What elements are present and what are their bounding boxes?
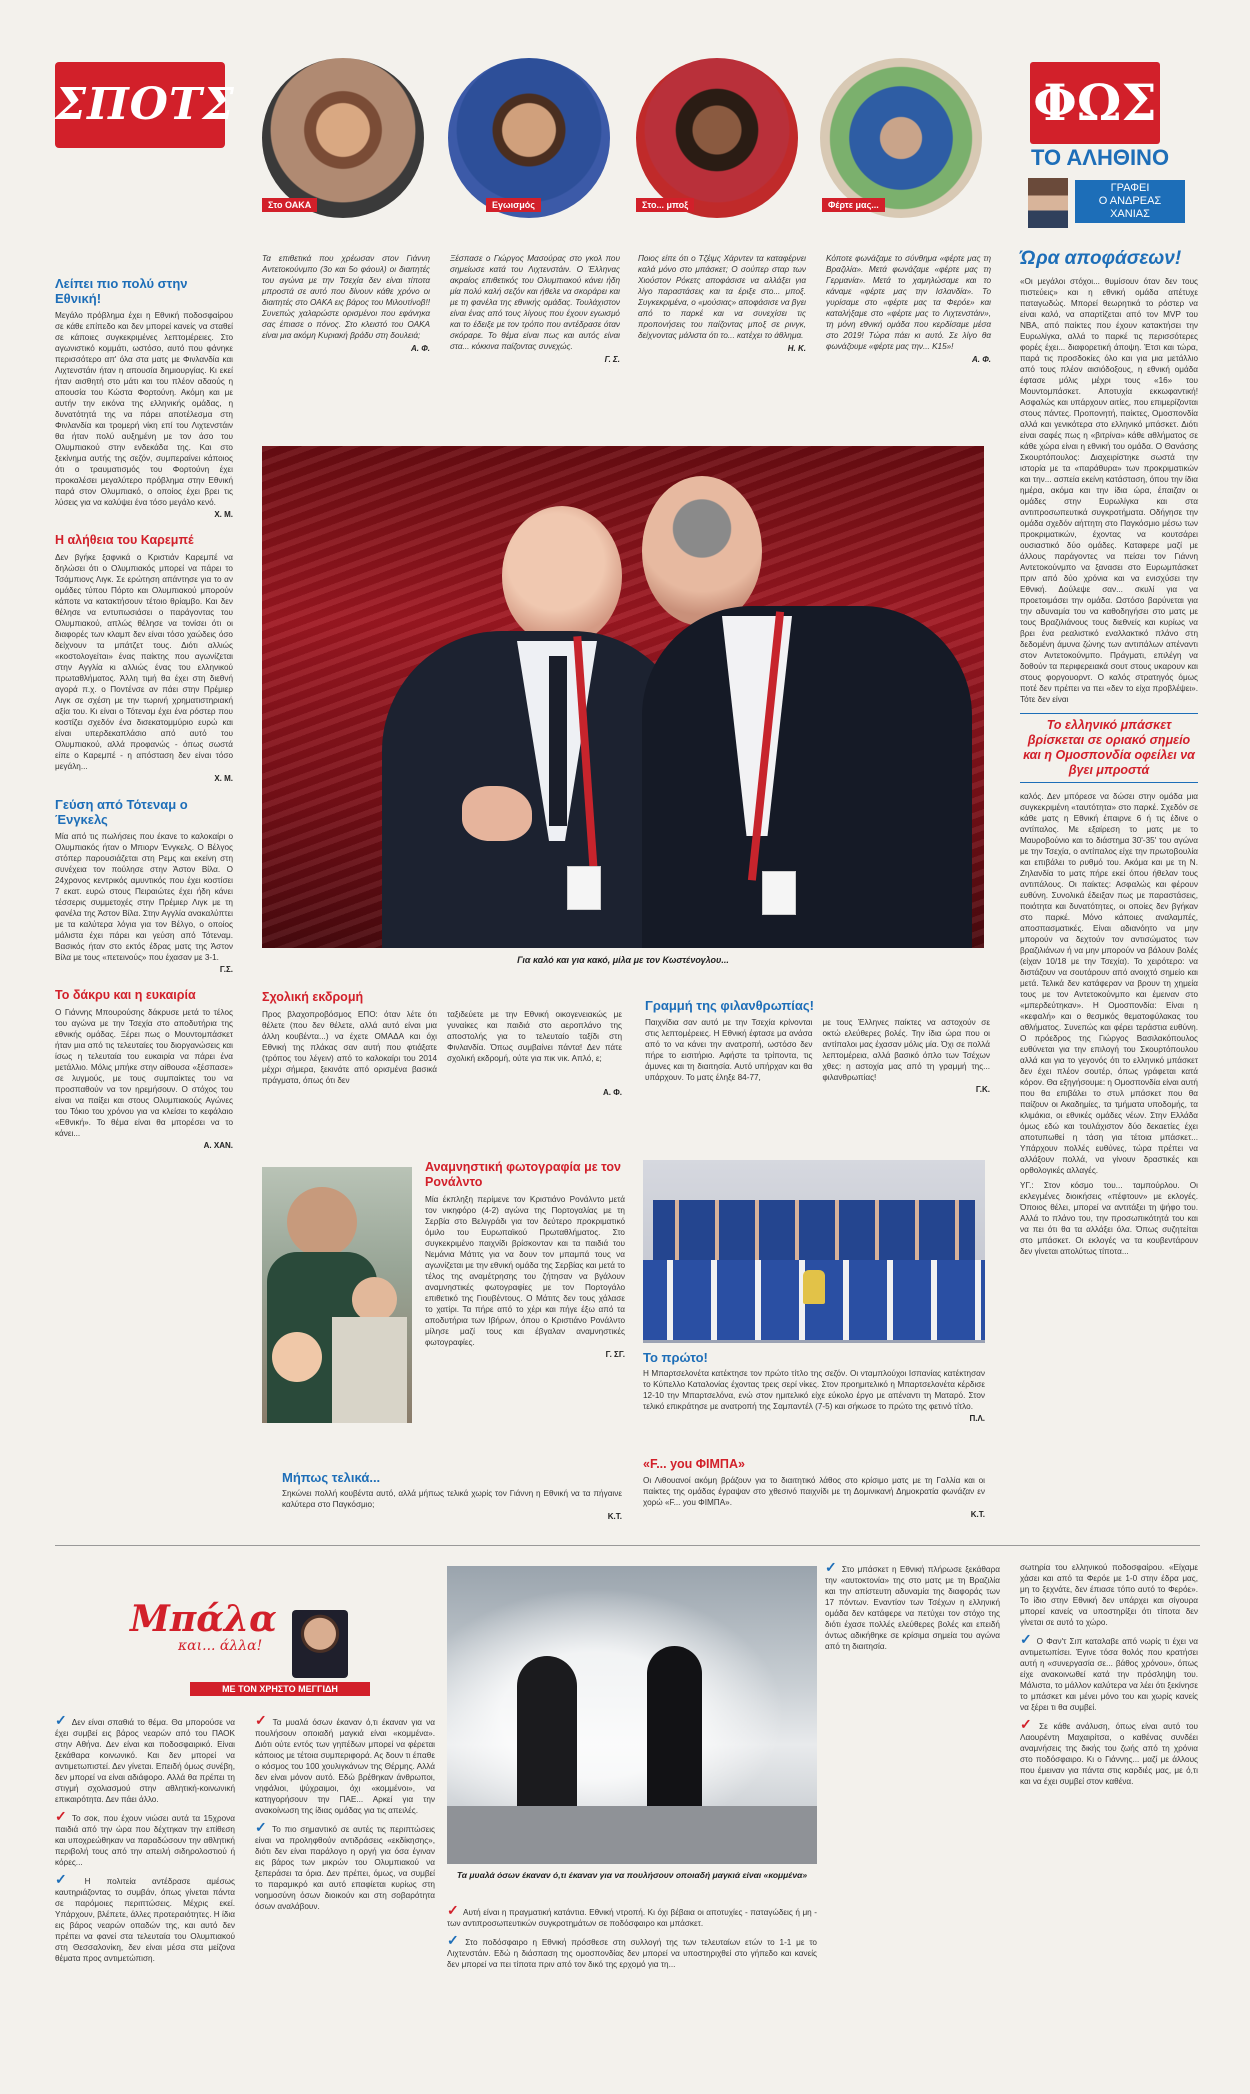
columnist-avatar xyxy=(292,1610,348,1678)
byline-line3: ΧΑΝΙΑΣ xyxy=(1110,208,1150,220)
accreditation-badge-left xyxy=(567,866,601,910)
bottom-col-2 xyxy=(255,1712,436,1912)
fifa-article-body: Οι Λιθουανοί ακόμη βράζουν για το διαιτητικό λάθος στο κρίσιμο ματς με τη Γαλλία και οι παίκτες της ομάδας έγραψαν στο χθεσινό παιχνίδι με τη Δομινικανή Δημοκρατία φωνάζαν εν χορώ «F... you ΦΙΜΠΑ». xyxy=(643,1476,985,1507)
byline-line2: Ο ΑΝΔΡΕΑΣ xyxy=(1098,195,1162,207)
portrait-masouras xyxy=(448,58,610,218)
charity-line-sig: Γ.Κ. xyxy=(975,1085,990,1094)
school-trip-columns xyxy=(262,1009,622,1086)
maybe-article-body: Σηκώνει πολλή κουβέντα αυτό, αλλά μήπως τελικά χωρίς τον Γιάννη η Εθνική να τα πήγαινε καλύτερα στο Παγκόσμιο; xyxy=(282,1489,622,1509)
bottom-col-4 xyxy=(1020,1562,1198,1787)
child-figure-1 xyxy=(352,1277,397,1322)
official-left-head xyxy=(502,506,622,646)
right-column-body-1: «Οι μεγάλοι στόχοι... θυμίσουν όταν δεν τους πιστεύεις» και η εθνική ομάδα απέτυχε παταγωδώς. Μπορεί θεωρητικά το ρόστερ να είναι καλό, να απαρτίζεται από τον MVP του NBA, από παίκτες που έχουν κατακτήσει την Ευρωλίγκα, αλλά το παρκέ τις περισσότερες φορές έχει... διαφορετική άποψη. Έτσι και τώρα, παρά τις προσδοκίες όλο και για μια μετάλλιο από τους πλέον αισιόδοξους, η εθνική ομάδα έφτασε μόλις μέχρι τους «16» του Μουντομπάσκετ. Αποτυχία εκκωφαντική! Ασφαλώς και υπάρχουν αιτίες, που επιμερίζονται στους πάντες. Προπονητή, παίκτες, Ομοσπονδία αλλά και γενικότερα στο ελληνικό μπάσκετ. Διότι είναι σαφές πως η «βιτρίνα» κάθε αθλήματος σε κάθε χώρα είναι η εθνική του ομάδα. Ο Θανάσης Σκουρτόπουλος: Διαχειρίστηκε σωστά την ιστορία με τα «παράθυρα» των προκριματικών και την... ασπεία εκείνη κατάσταση, όπου την ίδια ημέρα, ακόμα και την ίδια ώρα, έπαιζαν οι ομάδες στην Ευρωλίγκα και στα αντιπροσωπευτικά συγκροτήματα. Οδήγησε την ομάδα σχεδόν αήττητη στο Παγκόσμιο μέσω των προκριματικών, έχοντας να κουτσάρει ουσιαστικό δύο ομάδες. Καταφερε μαζί με άλλους παράγοντες να πείσει τον Γιάννη Αντετοκούνμπο να ξανασει στο Ευρωμπάσκετ πριν από δύο χρόνια και να ενισχύσει την Εθνική. Δούλεψε σαν... σκυλί για να προετοιμάσει την ομάδα. Ωστόσο βαρύνεται για την αδυναμία του να καθοδηγήσει στο ματς με τους Βραζιλιάνους τους διεθνείς και κυρίως να βρει ένα ρεαλιστικό εναλλακτικό πλάνο στη δεδομένη άμυνα ζώνης των αντιπάλων απέναντι στον Αντετοκούνμπο. Πράγματι, επιλέγη να δοθούν τα περιφερειακά σουτ στους υκαρουν και στους φοργουορντ. Ο καλός στρατηγός όμως ποτέ δεν πρέπει να πει «δεν το είχα προβλέψει». Τότε δεν είναι xyxy=(1020,277,1198,704)
author-byline xyxy=(1075,180,1185,223)
portrait-text-2-body: Ξέσπασε ο Γιώργος Μασούρας στο γκολ που σημείωσε κατά του Λιχτενστάιν. Ο Έλληνας ακραίος επιθετικός του Ολυμπιακού κάνει ήδη μία πολύ καλή σεζόν και ήθελε να σκοράρει και με τη φανέλα της εθνικής ομάδας. Τουλάχιστον είναι ένας από τους λίγους που έχουν εγωισμό και το έδειξε με τον τρόπο που αντέδρασε όταν σκόραρε. Το θέμα είναι πως και αυτός είναι στα... κόκκινα παίζοντας συνεχώς. xyxy=(450,254,620,351)
bottom-col2-para2 xyxy=(255,1819,435,1912)
bottom-col3-para2 xyxy=(447,1902,817,1929)
ronaldo-article-title: Αναμνηστική φωτογραφία με τον Ρονάλντο xyxy=(425,1160,621,1189)
school-trip-col1: Προς βλαχοπροβόσμος ΕΠΟ: όταν λέτε ότι θέλετε (που δεν θέλετε, αλλά αυτό είναι μια άλλη κουβέντα...) να έχετε ΟΜΑΔΑ και όχι Εθνική της πλάκας σαν αυτή που φτιάξατε (τρόπος του λέγειν) από το καλοκαίρι του 2014 μέχρι σήμερα, ξεκινάτε από ορισμένα βασικά πράγματα, όπως ότι δεν xyxy=(262,1010,437,1085)
portrait-text-1-sig: Α. Φ. xyxy=(410,344,430,353)
school-trip-sig: Α. Φ. xyxy=(602,1088,622,1097)
portrait-text-4-sig: Α. Φ. xyxy=(971,355,991,364)
portrait-text-2 xyxy=(450,253,620,365)
left-article-1-sig: Χ. Μ. xyxy=(214,510,233,519)
portrait-text-1-body: Τα επιθετικά που χρέωσαν στον Γιάννη Αντετοκούνμπο (3ο και 5ο φάουλ) οι διαιτητές του αγώνα με την Τσεχία δεν είναι τίποτα μπροστά σε αυτό που δίνουν κάθε χρόνο οι διαιτητές στο ΟΑΚΑ εις βάρος του Μιλουτίνοβ!! Συνεπώς χαλαρώστε ορισμένοι που εφάνηκα σας έπιασε ο πόνος. Στο κλειστό του ΟΑΚΑ είναι μια ακόμη Κυριακή βράδυ στη δουλειά; xyxy=(262,254,430,340)
riot-photo-caption: Τα μυαλά όσων έκαναν ό,τι έκαναν για να πουλήσουν οποιαδή μαγκιά είναι «κομμένα» xyxy=(456,1870,808,1880)
check-icon: ✓ xyxy=(447,1902,459,1918)
official-right-suit xyxy=(642,606,972,948)
alithino-title: ΤΟ ΑΛΗΘΙΝΟ xyxy=(1030,145,1170,170)
columnist-banner: ΜΕ ΤΟΝ ΧΡΗΣΤΟ ΜΕΓΓΙΔΗ xyxy=(190,1682,370,1696)
phos-logo xyxy=(1030,62,1160,144)
check-icon: ✓ xyxy=(1020,1631,1033,1647)
portrait-tag-1: Στο ΟΑΚΑ xyxy=(262,198,317,212)
portrait-tag-4: Φέρτε μας... xyxy=(822,198,885,212)
charity-line-title: Γραμμή της φιλανθρωπίας! xyxy=(645,998,814,1013)
right-column xyxy=(1020,248,1198,1257)
portrait-text-4 xyxy=(826,253,991,365)
main-photo-caption: Για καλό και για κακό, μίλα με τον Κωστένογλου... xyxy=(517,955,729,965)
bottom-col1-para2-text: Το σοκ, που έχουν νιώσει αυτά τα 15χρονα παιδιά από την ώρα που δέχτηκαν την επίθεση και υποχρεώθηκαν να παραδώσουν την αθλητική περιβολή τους από την απειλή σιδηρολοστιού ή κόρες... xyxy=(55,1814,235,1867)
bottom-col4-para2 xyxy=(1020,1631,1198,1713)
child-shirt xyxy=(332,1317,407,1423)
school-trip-article xyxy=(262,990,622,1097)
left-article-3-sig: Γ.Σ. xyxy=(219,965,233,974)
check-icon: ✓ xyxy=(55,1808,68,1824)
ronaldo-figure xyxy=(287,1187,357,1257)
left-article-3-title: Γεύση από Τότεναμ ο Ένγκελς xyxy=(55,797,188,827)
bottom-col3-para2-text: Αυτή είναι η πραγματική κατάντια. Εθνική ντροπή. Κι όχι βέβαια οι αποτυχίες - παταγώδεις ή μη - των αντιπροσωπευτικών συγκροτημάτων σε ποδόσφαιρο και μπάσκετ. xyxy=(447,1908,817,1928)
bottom-col4-para3-text: Σε κάθε ανάλυση, όπως είναι αυτό του Λαουρέντη Μαχαιρίτσα, ο καθένας συνδέει αναμνήσεις της δικής του ζωής από τη χρόνια στο ποδόσφαιρο. Κι ο Γιάννης... μαζί με άλλους που έμειναν για πάντα στις καρδιές μας, με ό,τι και να έχει συμβεί στον καθένα. xyxy=(1020,1722,1198,1786)
check-icon: ✓ xyxy=(55,1871,81,1887)
ronaldo-article xyxy=(425,1160,625,1359)
waterpolo-team-photo xyxy=(643,1160,985,1343)
first-title-article xyxy=(643,1350,985,1423)
bottom-col-3b xyxy=(447,1902,817,1970)
portrait-text-1 xyxy=(262,253,430,354)
bottom-col3-para3 xyxy=(447,1932,817,1970)
portrait-fans xyxy=(820,58,982,218)
bottom-col1-para1 xyxy=(55,1712,235,1805)
rioter-2 xyxy=(647,1646,702,1816)
bottom-col4-para3 xyxy=(1020,1716,1198,1787)
check-icon: ✓ xyxy=(255,1819,269,1835)
bottom-col4-para1: σωτηρία του ελληνικού ποδοσφαίρου. «Είχαμε χάσει και από τα Φερόε με 1-0 στην έδρα μας, μη το ξεχνάτε, δεν έπιασε τόπο αυτό το Φερόε». Το ίδιο στην Εθνική δεν υπάρχει και σίγουρα μπορεί κανείς να υποστηρίξει ότι τίποτα δεν γίνεται σε αυτό το χώρο. xyxy=(1020,1563,1198,1627)
maybe-article-sig: Κ.Τ. xyxy=(607,1512,622,1521)
check-icon: ✓ xyxy=(447,1932,462,1948)
first-title-body: Η Μπαρτσελονέτα κατέκτησε τον πρώτο τίτλο της σεζόν. Οι νταμπλούχοι Ισπανίας κατέκτησαν το Κύπελλο Καταλονίας έχοντας τρεις σερί νίκες. Στον προημιτελικό η Μπαρτσελονέτα κέρδισε 12-10 την Μπαρτσελόνα, ενώ στον ημιτελικό είχε εύκολο έργο με απέναντι τη Ματαρό. Στον τελικό επικράτησε με ανατροπή της Σαμπαντέλ (7-5) και σήκωσε το πρώτο της φετινό τίτλο. xyxy=(643,1369,985,1411)
portrait-text-2-sig: Γ. Σ. xyxy=(604,355,620,364)
bottom-col3-para1-text: Στο μπάσκετ η Εθνική πλήρωσε ξεκάθαρα την «αυτοκτονία» της στο ματς με τη Βραζιλία και την απίστευτη αδυναμία της διαφοράς των 17 πόντων. Εναντίον των Τσέχων η ελληνική ομάδα δεν κατάφερε να πετύχει τον στόχο της διότι έχασε πολλές ελεύθερες βολές και επειδή όντως αδικήθηκε σε κρίσιμα σημεία του αγώνα από τη διαιτησία. xyxy=(825,1565,1000,1651)
first-title-heading: Το πρώτο! xyxy=(643,1350,708,1365)
left-article-4-body: Ο Γιάννης Μπουρούσης δάκρυσε μετά το τέλος του αγώνα με την Τσεχία στο αποδυτήρια της εθνικής ομάδας. Ξέρει πως ο Μουντομπάσκετ ήταν μια από τις τελευταίες του διοργανώσεις και ίσως η τελευταία του ευκαιρία να πάρει ένα μετάλλιο. Μόλις μπήκε στην αίθουσα «ξέσπασε» σε λυγμούς, με τους συμπαίκτες του να προσπαθούν να τον ηρεμήσουν. Ο στόχος του είναι να παίξει και στους Ολυμπιακούς Αγώνες του Τόκιο του χρόνου για να κλείσει το κεφάλαιο «Εθνική». Το θέμα είναι θα μπορέσει να το κάνει... xyxy=(55,1008,233,1138)
portrait-antetokounmpo xyxy=(262,58,424,218)
bottom-col2-para1-text: Τα μυαλά όσων έκαναν ό,τι έκαναν για να πουλήσουν οποιαδή μαγκιά είναι «κομμένα». Διότι ούτε εντός των γηπέδων μπορεί να φέρεται κάποιος με τέτοια συμπεριφορά. Ας δουν τι έπαθε ο κόσμος του 100 χουλιγκάνων της Θέρμης. Αλλά δεν είναι μόνον αυτό. Εδώ βρέθηκαν άνθρωποι, νηφάλιοι, ψύχραιμοι, όχι «κομμένοι», να κατηγορήσουν την ΠΑΕ... Αρκεί για την ανακοίνωση της ίδιας ομάδας για τις απειλές. xyxy=(255,1718,436,1815)
maybe-article xyxy=(282,1470,622,1521)
portrait-harden xyxy=(636,58,798,218)
bottom-col3-para3-text: Στο ποδόσφαιρο η Εθνική πρόσθεσε στη συλλογή της των τελευταίων ετών το 1-1 με το Λιχτενστάιν. Εδώ η διάσπαση της ομοσπονδίας δεν μπορεί να υποστηριχθεί στο γήπεδο και κανείς δεν μπορεί να πει τίποτα πριν από τον δικό της ερχομό για τη... xyxy=(447,1938,817,1969)
maybe-article-title: Μήπως τελικά... xyxy=(282,1470,381,1485)
school-trip-title: Σχολική εκδρομή xyxy=(262,990,364,1004)
right-column-body-2: καλός. Δεν μπόρεσε να δώσει στην ομάδα μια συγκεκριμένη «ταυτότητα» στο παρκέ. Σχεδόν σε κάθε ματς η Εθνική έπαιρνε 6 ή τις έδινε ο αντίπαλος. Με εξαίρεση το ματς με το Μαυροβούνιο και το διάστημα 30'-35' του αγώνα με την Τσεχία, ο αντίπαλος είχε την πρωτοβουλία και επιβάλει το ρυθμό του. Ακόμα και με τη Ν. Ζηλανδία το ματς πήρε εκεί όπου ήθελαν τους αντιπάλους. Οι παίκτες: Ασφαλώς και φέρουν ευθύνη. Συνολικά έδειξαν πως με παραστάσεις, ποιότητα και δυνατότητες, οι οποίες δεν βγήκαν στο παρκέ. Μόνο κάποιες αναλαμπές, αποσπασματικές. Είναι αδιανόητο να μην μπορούν να δεχτούν τον αντισώματος των βραζιλιάνων ή να μην μπορούν να βάλουν βολές (είχαν 10/18 με την Τσεχία). Το χειρότερο: να διστάζουν να σουτάρουν από ανοιχτό σημείο και μετά. Τελικά δεν κατάφεραν να βρουν τη χημεία τους με τον Αντετοκούνμπο και έμειναν στο «μπερδεύτηκαν». Η Ομοσπονδία: Είναι η «κεφαλή» και ο θεσμικός θεματοφύλακας του αθλήματος. Συνεπώς και φέρει τεράστια ευθύνη. Ο πρόεδρος της Γιώργος Βασιλακόπουλος ευθύνεται για την επιλογή του Σκουρτόπουλου αλλά και για το γεγονός ότι το ελληνικό μπάσκετ δεν έχει πλέον σουτέρ, όπως γράφεται κατά κόρον. Θα εξηγήσουμε: η Ομοσπονδία είναι αυτή που θα επιβάλει το στυλ μπάσκετ που θα παίζουν οι Ακαδημίες, τα τμήματα υποδομής, τα κλιμάκια, οι εθνικές ομάδες νέων. Στην Ελλάδα όμως εδώ και τουλάχιστον δύο δεκαετίες έχει αποτυπωθεί η τάση για τέτοια μπάσκετ... Υπάρχουν πολλές ευθύνες, τώρα πρέπει να αλλάξουν πολλά, να γίνουν δραστικές και ορθολογικές αλλαγές. xyxy=(1020,792,1198,1175)
left-article-4-title: Το δάκρυ και η ευκαιρία xyxy=(55,988,196,1002)
ronaldo-photo xyxy=(262,1167,412,1423)
left-article-1-title: Λείπει πιο πολύ στην Εθνική! xyxy=(55,276,188,306)
charity-line-col1: Παιχνίδια σαν αυτό με την Τσεχία κρίνονται στις λεπτομέρειες. Η Εθνική έφτασε μα ανάσα από το να κάνει την ανατροπή, ωστόσο δεν πήρε το εισιτήριο. Αφήστε τα τρίποντα, τις άμυνες και τη διαιτησία. Αυτό υπήρχαν και θα υπάρχουν. Το ματς έληξε 84-77, xyxy=(645,1018,813,1082)
portrait-text-3-body: Ποιος είπε ότι ο Τζέιμς Χάρντεν τα καταφέρνει καλά μόνο στο μπάσκετ; Ο σούπερ σταρ των Χιούστον Ρόκετς αποφάσισε να αλλάξει για λίγο παραστάσεις και τα έριξε στο... μποξ. Συγκεκριμένα, ο «μούσιας» αποφάσισε να βγει από το παρκέ και να συνεχίσει τις προπονήσεις του παίζοντας μποξ σε ρινγκ, δείχνοντας μάλιστα ότι το... κατέχει το άθλημα. xyxy=(638,254,806,340)
bottom-col2-para2-text: Το πιο σημαντικό σε αυτές τις περιπτώσεις είναι να προληφθούν αντιδράσεις «εκδίκησης», διότι δεν είναι παράλογο η οργή για όσα έγιναν εις βάρος των μικρών του Ολυμπιακού να ξεπεράσει τα όρια. Δεν πρέπει, όμως, να συμβεί το παραμικρό και αυτό επαφίεται κυρίως στη νοημοσύνη όσων διοικούν και στη σοβαρότητα όσων αναλάβουν. xyxy=(255,1825,435,1911)
left-article-2-title: Η αλήθεια του Καρεμπέ xyxy=(55,533,194,547)
balla-logo-main: Μπάλα xyxy=(130,1598,277,1640)
ground xyxy=(447,1806,817,1864)
ronaldo-article-body: Μία έκπληξη περίμενε τον Κριστιάνο Ρονάλντο μετά τον νικηφόρο (4-2) αγώνα της Πορτογαλίας με τη Σερβία στο Βελιγράδι για τον δεύτερο προκριματικό όμιλο του Ευρωπαϊκού Πρωταθλήματος. Στο συγκεκριμένο παιχνίδι βρίσκονταν και τα παιδιά του Νεμάνια Μάτιτς για να δουν τον μπαμπά τους να αγωνίζεται με την εθνική ομάδα της Σερβίας και μετά το τέλος της αναμέτρησης του ζήτησαν να βγάλουν αναμνηστικές φωτογραφίες με τον Πορτογάλο επιθετικό της Γιουβέντους. Ο Μάτιτς δεν τους χάλασε το χατίρι. Τα πήρε από το χέρι και πήγε έξω από τα αποδυτήρια των Ιβήρων, όπου ο Κριστιάνο Ρονάλντο μίλησε μαζί τους και έβγαλαν αναμνηστικές φωτογραφίες. xyxy=(425,1195,625,1347)
first-title-sig: Π.Λ. xyxy=(969,1414,985,1423)
official-left-tie xyxy=(549,656,567,826)
left-article-1-body: Μεγάλο πρόβλημα έχει η Εθνική ποδοσφαίρου σε κάθε επίπεδο και δεν μπορεί κανείς να σταθεί σε κάποιες συγκεκριμένες λεπτομέρειες. Στο αγωνιστικό κομμάτι, ωστόσο, αυτό που φάνηκε περισσότερο απ' όλα στα ματς με Φινλανδία και Λιχτενστάιν ήταν η απουσία δημιουργίας. Κι εκεί ήταν αισθητή στο μάτι και του πλέον αδαούς η απουσία του Κώστα Φορτούνη. Ακόμη και με αυτήν την εικόνα της ελληνικής ομάδας, η δυνατότητά της να πάρει αποτέλεσμα στη Φινλανδία και τρομερή νίκη επί του Λιχτενστάιν θα ήταν πολύ αυξημένη με τον άσο του Ολυμπιακού στην ενδεκάδα της. Και στο ξεκίνημα αυτής της σεζόν, συμπεραίνει κάποιος ότι ο τραυματισμός του Φορτούνη έχει προκαλέσει μεγαλύτερο πρόβλημα στην Εθνική παρά στον Ολυμπιακό, ο οποίος έχει βρει τις λύσεις για να καλύψει ένα τόσο μεγάλο κενό. xyxy=(55,311,233,507)
check-icon: ✓ xyxy=(825,1559,838,1575)
right-column-heading: Ώρα αποφάσεων! xyxy=(1020,248,1182,269)
right-column-body-3: ΥΓ.: Στον κόσμο του... ταμπούρλου. Οι εκλεγμένες διοικήσεις «πέφτουν» με εκλογές. Όποιος θέλει, μπορεί να αντιτάξει τη ψήφο του. Αλλά το πλάνο του, την προσωπικότητά του και να πει ότι θα τα αλλάξει όλα. Όπως συζητείται στο μπάσκετ. Οι εκλογές να τα κουβεντάρουν δεν γίνεται απολύτως τίποτα... xyxy=(1020,1181,1198,1256)
check-icon: ✓ xyxy=(1020,1716,1036,1732)
author-avatar xyxy=(1028,178,1068,228)
left-column xyxy=(55,276,233,1150)
bottom-col2-para1 xyxy=(255,1712,436,1816)
bottom-section-divider xyxy=(55,1545,1200,1546)
main-photo xyxy=(262,446,984,948)
balla-logo-sub: και... άλλα! xyxy=(178,1638,263,1654)
school-trip-col2: ταξιδεύετε με την Εθνική οικογενειακώς με γυναίκες και παιδιά στο αεροπλάνο της αποστολής για το τελευταίο ταξίδι στη Φινλανδία. Όπως συμβαίνει πάντα! Δεν πάτε σχολική εκδρομή, ούτε για πικ νικ. Απλό, ε; xyxy=(447,1010,622,1063)
sports-logo-text: ΣΠΟΤΣ xyxy=(55,79,235,130)
left-article-2-sig: Χ. Μ. xyxy=(214,774,233,783)
charity-line-article xyxy=(645,998,990,1094)
bottom-col3-para1 xyxy=(825,1559,1000,1652)
check-icon: ✓ xyxy=(255,1712,269,1728)
charity-line-col2: με τους Έλληνες παίκτες να αστοχούν σε οκτώ ελεύθερες βολές. Την ίδια ώρα που οι αντίπαλοι μας έχασαν μόλις μία. Όχι σε πολλά λεπτομέρεια, αλλά βασικό όπλο των Τσέχων χθες: η αστοχία μας από τη γραμμή της... φιλανθρωπίας! xyxy=(822,1018,990,1082)
portrait-tag-3: Στο... μποξ xyxy=(636,198,694,212)
left-article-3-body: Μία από τις πωλήσεις που έκανε το καλοκαίρι ο Ολυμπιακός ήταν ο Μπιορν Ένγκελς. Ο Βέλγος στόπερ παρουσιάζεται στη Ρεμς και εκείνη στη συνέχεια τον πούλησε στην Άστον Βίλα. Ο 24χρονος κεντρικός αμυντικός που έχει κοστίσει 7 εκατ. ευρώ στους Πειραιώτες έχει ήδη κάνει τέσσερις συμμετοχές στην Πρέμιερ Λιγκ με τη φανέλα της Άστον Βίλα. Στην Αγγλία ανακαλύπτει με τα καλύτερα λόγια για τον Βέλγο, ο οποίος μάλιστα έχει πάρει και γεύση από Τότεναμ. Βασικός ήταν στο εκτός έδρας ματς της Άστον Βίλα με τους «πετεινούς» που έχασαν με 3-1. xyxy=(55,832,233,962)
fifa-article xyxy=(643,1457,985,1519)
bottom-col1-para3 xyxy=(55,1871,235,1964)
bottom-col1-para2 xyxy=(55,1808,235,1868)
fifa-article-sig: Κ.Τ. xyxy=(970,1510,985,1519)
check-icon: ✓ xyxy=(55,1712,68,1728)
phos-logo-text: ΦΩΣ xyxy=(1033,73,1157,132)
right-column-pullquote: Το ελληνικό μπάσκετ βρίσκεται σε οριακό σημείο και η Ομοσπονδία οφείλει να βγει μπροστά xyxy=(1023,718,1195,777)
fifa-article-title: «F... you ΦΙΜΠΑ» xyxy=(643,1457,745,1471)
left-article-2-body: Δεν βγήκε ξαφνικά ο Κριστιάν Καρεμπέ να δηλώσει ότι ο Ολυμπιακός μπορεί να πάρει το Τσάμπιονς Λιγκ. Σε ερώτηση απάντησε για το αν ομάδες τύπου Πόρτο και Ολυμπιακού μπορούν κάποτε να κατακτήσουν τέτοιο θρίαμβο. Και δεν θέλησε να εντυπωσιάσει ο παράγοντας του Ολυμπιακού, απλώς θέλησε να τονίσει ότι οι διαφορές των κλαμπ δεν είναι τόσο χαώδεις όσο δείχνουν τα μπάτζετ τους. Διότι αλλιώς «κοστολογείται» ένας παίκτης που αγωνίζεται στην Αγγλία κι αλλιώς ένας του ελληνικού πρωταθλήματος. Άλλη τιμή θα έχει στη διεθνή αγορά π.χ. ο Ποντένσε αν πάει στην Πρέμιερ Λιγκ σε σχέση με την τωρινή χρηματιστηριακή αξία του. Κι είναι ο Τότεναμ έχει ένα ρόστερ που κοστίζει σχεδόν ένα δισεκατομμύριο ευρώ και είναι υπερδεκαπλάσιο από αυτό του Ολυμπιακού, αλλά προφανώς - όπως σωστά είπε ο Καρεμπέ - η απόσταση δεν είναι τόσο μεγάλη... xyxy=(55,553,233,771)
official-right-head xyxy=(642,476,762,626)
trophy xyxy=(803,1270,825,1304)
accreditation-badge-right xyxy=(762,871,796,915)
portrait-text-3-sig: Η. Κ. xyxy=(787,344,806,353)
sports-logo xyxy=(55,62,235,148)
bottom-col4-para2-text: Ο Φαν'τ Σιπ καταλαβε από νωρίς τι έχει να αντιμετωπίσει. Έγινε τόσα θολός που κρατήσει αυτή η «συνεργασία σε... βάθος χρόνου», όπως είχε ανακοινωθεί κατά την πρόσληψη του. Μάλιστα, το μάλλον καλύτερα να λέει ότι ξεκίνησε το μπάσκετ και μένει μόνο του και χωρίς κανείς να ξέρει τι θα συμβεί. xyxy=(1020,1637,1198,1712)
portrait-tag-2: Εγωισμός xyxy=(486,198,541,212)
riot-photo xyxy=(447,1566,817,1864)
bottom-col1-para1-text: Δεν είναι σπαθιά το θέμα. Θα μπορούσε να έχει συμβεί εις βάρος νεαρών από του ΠΑΟΚ στην Αθήνα. Δεν είναι και ποδοσφαιρικό. Είναι ξεκάθαρα κοινωνικό. Και δεν μπορεί να αντιμετωπιστεί. Δεν γίνεται. Επειδή όμως συνέβη, δεν μπορεί να είναι αδιάφορο. Αλλά θα πρέπει τη στιγμή σχολιασμού στην αθλητική-κοινωνική επικαιρότητα. Δεν πάει άλλο. xyxy=(55,1718,235,1804)
bottom-col1-para3-text: Η πολιτεία αντέδρασε αμέσως καυτηριάζοντας το συμβάν, όπως γίνεται πάντα σε παρόμοιες περιπτώσεις. Μέχρις εκεί. Υπάρχουν, βλέπετε, άλλες προτεραιότητες. Η ίδια εις βάρος νεαρών οπαδών της, και αυτό δεν πρέπει να φανεί στα τελευταία του Ολυμπιακού στη Θεσσαλονίκη, δεν είναι μέσα στα μείζονα θέματα προς αντιμετώπιση. xyxy=(55,1877,235,1963)
byline-line1: ΓΡΑΦΕΙ xyxy=(1110,182,1150,194)
left-article-4-sig: Α. ΧΑΝ. xyxy=(203,1141,233,1150)
portrait-text-4-body: Κόποτε φωνάζαμε το σύνθημα «φέρτε μας τη Βραζιλία». Μετά φωνάζαμε «φέρτε μας τη Γερμανία». Μετά το χαμηλώσαμε και το κάναμε «φέρτε μας την Ισλανδία». Το γυρίσαμε στο «φέρτε μας τα Φερόε» και καταλήξαμε στο «φέρτε μας το Λιχτενστάιν», τη μόνη εθνική ομάδα που κερδίσαμε μέσα στο 2019! Τώρα πάει κι αυτό. Σε λίγο θα φωνάζουμε «φέρτε μας την... Κ15»! xyxy=(826,254,991,351)
gesturing-hand xyxy=(462,786,532,841)
bottom-col-1 xyxy=(55,1712,235,1964)
pullquote-rule-top xyxy=(1020,713,1198,714)
portrait-text-3 xyxy=(638,253,806,354)
charity-line-columns xyxy=(645,1017,990,1083)
bottom-col-3 xyxy=(825,1559,1000,1652)
pullquote-rule-bottom xyxy=(1020,782,1198,783)
ronaldo-article-sig: Γ. ΣΓ. xyxy=(605,1350,625,1359)
rioter-1 xyxy=(517,1656,577,1816)
child-figure-2 xyxy=(272,1332,322,1382)
